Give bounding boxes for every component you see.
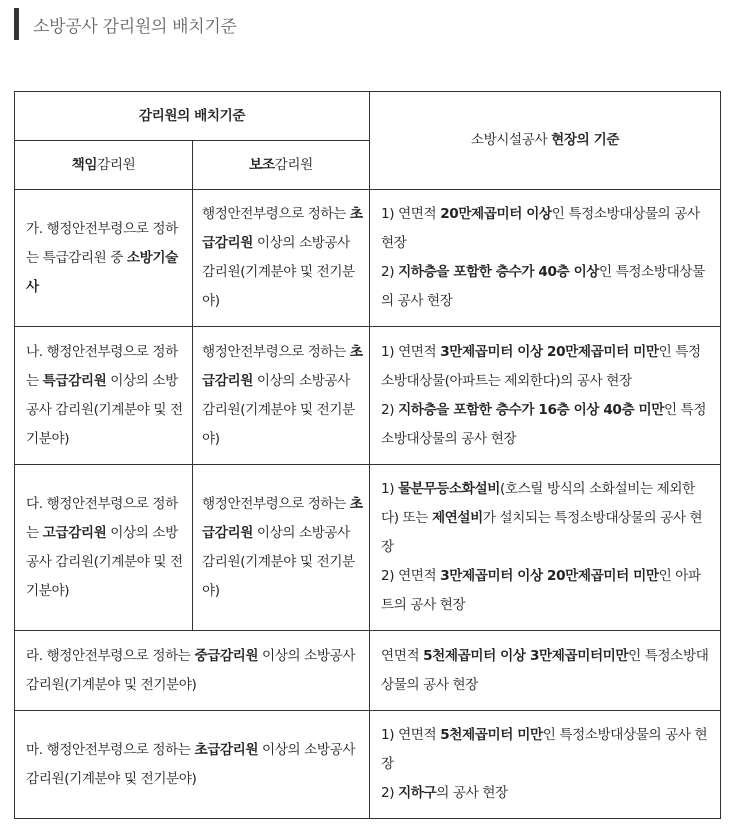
table-row: [15, 631, 721, 711]
supervisor-merged-cell: 라. 행정안전부령으로 정하는 중급감리원 이상의 소방공사 감리원(기계분야 및 전기분야): [15, 631, 370, 711]
site-standard-cell: [370, 631, 721, 711]
site-standard-cell: [370, 327, 721, 465]
site-criterion: 연면적 5천제곱미터 이상 3만제곱미터미만인 특정소방대상물의 공사 현장: [381, 647, 709, 693]
chief-supervisor-cell: 가. 행정안전부령으로 정하는 특급감리원 중 소방기술사: [15, 190, 193, 327]
assistant-supervisor-cell: 행정안전부령으로 정하는 초급감리원 이상의 소방공사 감리원(기계분야 및 전기분야): [193, 327, 370, 465]
assistant-supervisor-header: 보조감리원: [193, 141, 370, 190]
site-criterion: 2) 지하층을 포함한 층수가 16층 이상 40층 미만인 특정소방대상물의 공사 현장: [381, 401, 707, 447]
table-row: [15, 465, 721, 631]
heading-accent-bar: [14, 8, 19, 40]
assistant-supervisor-cell: 행정안전부령으로 정하는 초급감리원 이상의 소방공사 감리원(기계분야 및 전기분야): [193, 465, 370, 631]
site-criterion: 1) 연면적 5천제곱미터 미만인 특정소방대상물의 공사 현장: [381, 727, 708, 772]
chief-supervisor-cell: 다. 행정안전부령으로 정하는 고급감리원 이상의 소방공사 감리원(기계분야 및 전기분야): [15, 465, 193, 631]
site-criterion: 2) 지하층을 포함한 층수가 40층 이상인 특정소방대상물의 공사 현장: [381, 264, 705, 309]
site-standard-header: 소방시설공사 현장의 기준: [370, 92, 721, 190]
site-criterion: 1) 연면적 3만제곱미터 이상 20만제곱미터 미만인 특정소방대상물(아파트는 제외한다)의 공사 현장: [381, 343, 701, 389]
table-row: [15, 711, 721, 819]
supervisor-merged-cell: 마. 행정안전부령으로 정하는 초급감리원 이상의 소방공사 감리원(기계분야 및 전기분야): [15, 711, 370, 819]
chief-supervisor-header: 책임감리원: [15, 141, 193, 190]
site-criterion: 2) 연면적 3만제곱미터 이상 20만제곱미터 미만인 아파트의 공사 현장: [381, 568, 701, 613]
site-criterion: 1) 연면적 20만제곱미터 이상인 특정소방대상물의 공사 현장: [381, 206, 700, 251]
site-standard-cell: [370, 711, 721, 819]
placement-standard-table: [14, 91, 721, 819]
site-standard-cell: [370, 465, 721, 631]
section-heading: [14, 8, 237, 40]
placement-standard-header: 감리원의 배치기준: [15, 92, 370, 141]
chief-supervisor-cell: 나. 행정안전부령으로 정하는 특급감리원 이상의 소방공사 감리원(기계분야 및 전기분야): [15, 327, 193, 465]
table-row: [15, 190, 721, 327]
assistant-supervisor-cell: 행정안전부령으로 정하는 초급감리원 이상의 소방공사 감리원(기계분야 및 전기분야): [193, 190, 370, 327]
site-criterion: 2) 지하구의 공사 현장: [381, 785, 508, 801]
site-standard-cell: [370, 190, 721, 327]
table-row: [15, 327, 721, 465]
page-title: 소방공사 감리원의 배치기준: [33, 16, 237, 37]
site-criterion: 1) 물분무등소화설비(호스릴 방식의 소화설비는 제외한다) 또는 제연설비가 설치되는 특정소방대상물의 공사 현장: [381, 481, 703, 555]
